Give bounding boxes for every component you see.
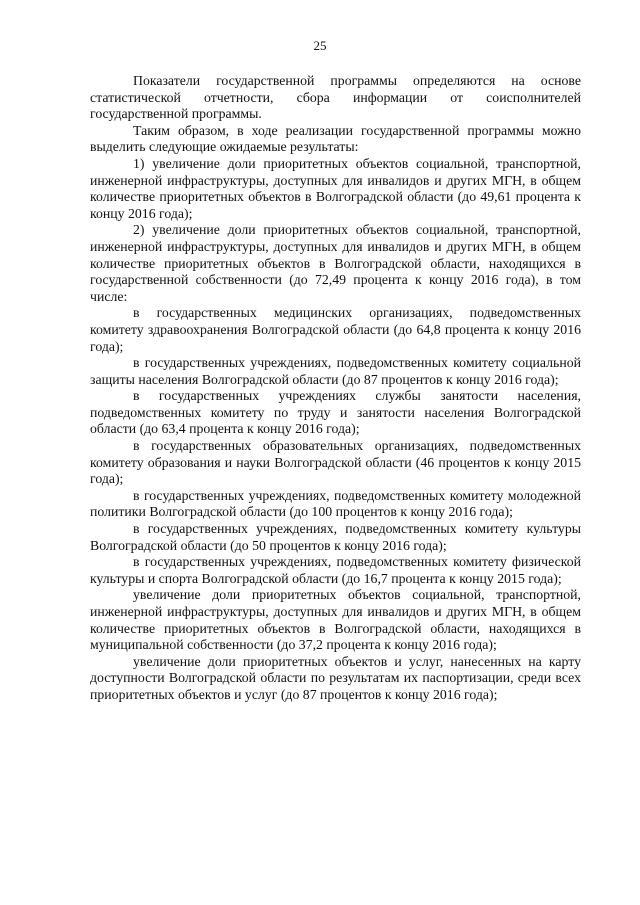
paragraph-result-1: 1) увеличение доли приоритетных объектов социальной, транспортной, инженерной инфраструктуры, доступных для инвалидов и других МГН, в общем количестве приоритетных объектов в Волгоградской области (до 49,61 процента к концу 2016 года); (90, 155, 581, 221)
paragraph-social-protection: в государственных учреждениях, подведомственных комитету социальной защиты населения Волгоградской области (до 87 процентов к концу 2016 года); (90, 355, 581, 387)
paragraph-result-2: 2) увеличение доли приоритетных объектов социальной, транспортной, инженерной инфраструктуры, доступных для инвалидов и других МГН, в общем количестве приоритетных объектов в Волгоградской области, находящихся в государственной собственности (до 72,49 процента к концу 2016 года), в том числе: (90, 222, 581, 304)
paragraph-municipal-objects: увеличение доли приоритетных объектов социальной, транспортной, инженерной инфраструктуры, доступных для инвалидов и других МГН, в общем количестве приоритетных объектов в Волгоградской области, находящихся в муниципальной собственности (до 37,2 процента к концу 2016 года); (90, 587, 581, 653)
paragraph-medical-organizations: в государственных медицинских организациях, подведомственных комитету здравоохранения Волгоградской области (до 64,8 процента к концу 2016 года); (90, 305, 581, 354)
page-number: 25 (313, 38, 327, 53)
paragraph-culture: в государственных учреждениях, подведомственных комитету культуры Волгоградской области (до 50 процентов к концу 2016 года); (90, 521, 581, 553)
paragraph-education: в государственных образовательных организациях, подведомственных комитету образования и науки Волгоградской области (46 процентов к концу 2015 года); (90, 438, 581, 487)
paragraph-accessibility-map: увеличение доли приоритетных объектов и услуг, нанесенных на карту доступности Волгоградской области по результатам их паспортизации, среди всех приоритетных объектов и услуг (до 87 процентов к концу 2016 года); (90, 653, 581, 702)
document-body (90, 73, 581, 704)
paragraph-indicators-source: Показатели государственной программы определяются на основе статистической отчетности, сбора информации от соисполнителей государственной программы. (90, 73, 581, 122)
paragraph-employment-service: в государственных учреждениях службы занятости населения, подведомственных комитету по труду и занятости населения Волгоградской области (до 63,4 процента к концу 2016 года); (90, 388, 581, 437)
paragraph-youth-policy: в государственных учреждениях, подведомственных комитету молодежной политики Волгоградской области (до 100 процентов к концу 2016 года); (90, 487, 581, 520)
paragraph-expected-results-intro: Таким образом, в ходе реализации государственной программы можно выделить следующие ожидаемые результаты: (90, 122, 581, 155)
paragraph-sports: в государственных учреждениях, подведомственных комитету физической культуры и спорта Волгоградской области (до 16,7 процента к концу 2015 года); (90, 554, 581, 586)
